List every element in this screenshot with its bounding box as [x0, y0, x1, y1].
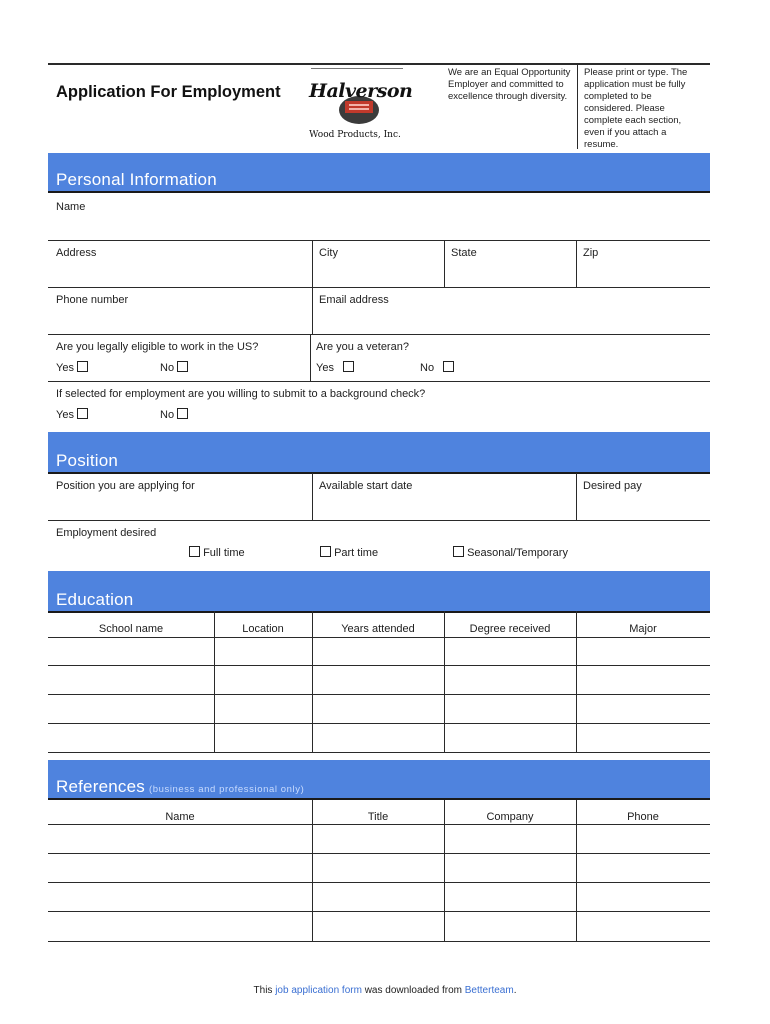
checkbox-icon[interactable] [320, 546, 331, 557]
footer-note [0, 985, 770, 996]
references-col-title: Title [367, 811, 389, 823]
zip-label: Zip [583, 247, 599, 259]
references-col-phone: Phone [627, 811, 659, 823]
name-field-line[interactable] [48, 240, 710, 241]
desired-pay-label: Desired pay [583, 480, 642, 492]
background-no-label: No [160, 409, 175, 421]
section-title-references [56, 777, 304, 797]
background-yes-checkbox[interactable] [56, 408, 88, 421]
checkbox-icon[interactable] [177, 408, 188, 419]
education-col-divider [214, 611, 215, 752]
phone-divider [312, 287, 313, 334]
seasonal-checkbox[interactable] [453, 546, 568, 559]
section-header-personal [48, 153, 710, 193]
checkbox-icon[interactable] [453, 546, 464, 557]
start-date-label: Available start date [319, 480, 413, 492]
eligibility-row-line [48, 381, 710, 382]
address-field-line[interactable] [48, 287, 710, 288]
references-subheading: (business and professional only) [148, 784, 305, 795]
veteran-yes-checkbox[interactable] [316, 361, 354, 374]
references-row-line[interactable] [48, 853, 710, 854]
address-label: Address [56, 247, 97, 259]
footer-suffix: . [513, 985, 517, 996]
checkbox-icon[interactable] [343, 361, 354, 372]
veteran-divider [310, 334, 311, 381]
education-col-years: Years attended [341, 623, 415, 635]
checkbox-icon[interactable] [177, 361, 188, 372]
eligible-no-label: No [160, 362, 175, 374]
education-col-major: Major [629, 623, 657, 635]
phone-label: Phone number [56, 294, 129, 306]
part-time-label: Part time [334, 547, 379, 559]
education-row-line[interactable] [48, 665, 710, 666]
eoe-statement: We are an Equal Opportunity Employer and committed to excellence through diversity. [448, 67, 571, 102]
references-row-line[interactable] [48, 911, 710, 912]
veteran-no-checkbox[interactable] [420, 361, 454, 374]
education-row-line[interactable] [48, 723, 710, 724]
address-divider-3 [576, 240, 577, 287]
references-col-divider [444, 800, 445, 941]
state-label: State [451, 247, 477, 259]
position-divider-1 [312, 473, 313, 520]
position-applying-label: Position you are applying for [56, 480, 195, 492]
education-col-school: School name [98, 623, 164, 635]
references-header-line [48, 824, 710, 825]
logo-tagline: Wood Products, Inc. [309, 130, 401, 140]
job-application-form-link[interactable]: job application form [275, 985, 362, 996]
references-row-line[interactable] [48, 941, 710, 942]
email-label: Email address [319, 294, 389, 306]
part-time-checkbox[interactable] [320, 546, 378, 559]
header-divider [577, 65, 578, 149]
position-field-line[interactable] [48, 520, 710, 521]
references-col-name: Name [165, 811, 195, 823]
checkbox-icon[interactable] [443, 361, 454, 372]
seasonal-label: Seasonal/Temporary [467, 547, 568, 559]
full-time-label: Full time [203, 547, 245, 559]
eligible-yes-label: Yes [56, 362, 74, 374]
references-col-divider [312, 800, 313, 941]
section-header-education [48, 571, 710, 613]
full-time-checkbox[interactable] [189, 546, 245, 559]
section-header-position [48, 432, 710, 474]
checkbox-icon[interactable] [189, 546, 200, 557]
section-title-personal: Personal Information [56, 170, 217, 189]
header-top-rule [48, 63, 710, 65]
section-header-references [48, 760, 710, 800]
references-col-divider [576, 800, 577, 941]
checkbox-icon[interactable] [77, 361, 88, 372]
address-divider-2 [444, 240, 445, 287]
footer-middle: was downloaded from [361, 985, 465, 996]
eligible-yes-checkbox[interactable] [56, 361, 88, 374]
background-check-question: If selected for employment are you willing to submit to a background check? [56, 388, 426, 400]
references-row-line[interactable] [48, 882, 710, 883]
section-title-education: Education [56, 590, 134, 609]
betterteam-link[interactable]: Betterteam [464, 985, 514, 996]
references-heading-text: References [56, 777, 145, 796]
veteran-yes-label: Yes [316, 362, 334, 374]
references-col-company: Company [486, 811, 534, 823]
veteran-question: Are you a veteran? [316, 341, 409, 353]
education-header-line [48, 637, 710, 638]
veteran-no-label: No [420, 362, 435, 374]
address-divider-1 [312, 240, 313, 287]
phone-field-line[interactable] [48, 334, 710, 335]
section-title-position: Position [56, 451, 119, 470]
eligible-question: Are you legally eligible to work in the US? [56, 341, 259, 353]
checkbox-icon[interactable] [77, 408, 88, 419]
instructions-text: Please print or type. The application must be fully completed to be considered. Please complete each section, even if you attach a resume. [584, 67, 688, 150]
form-title: Application For Employment [56, 83, 281, 101]
education-row-line[interactable] [48, 694, 710, 695]
eligible-no-checkbox[interactable] [160, 361, 188, 374]
education-col-divider [576, 611, 577, 752]
background-no-checkbox[interactable] [160, 408, 188, 421]
background-yes-label: Yes [56, 409, 74, 421]
education-col-degree: Degree received [469, 623, 551, 635]
name-label: Name [56, 201, 86, 213]
logo-brand-text: Halverson [309, 80, 413, 102]
city-label: City [319, 247, 338, 259]
education-col-divider [312, 611, 313, 752]
education-row-line[interactable] [48, 752, 710, 753]
footer-prefix: This [253, 985, 276, 996]
education-col-location: Location [242, 623, 284, 635]
employment-desired-label: Employment desired [56, 527, 157, 539]
position-divider-2 [576, 473, 577, 520]
company-logo [305, 68, 413, 142]
education-col-divider [444, 611, 445, 752]
